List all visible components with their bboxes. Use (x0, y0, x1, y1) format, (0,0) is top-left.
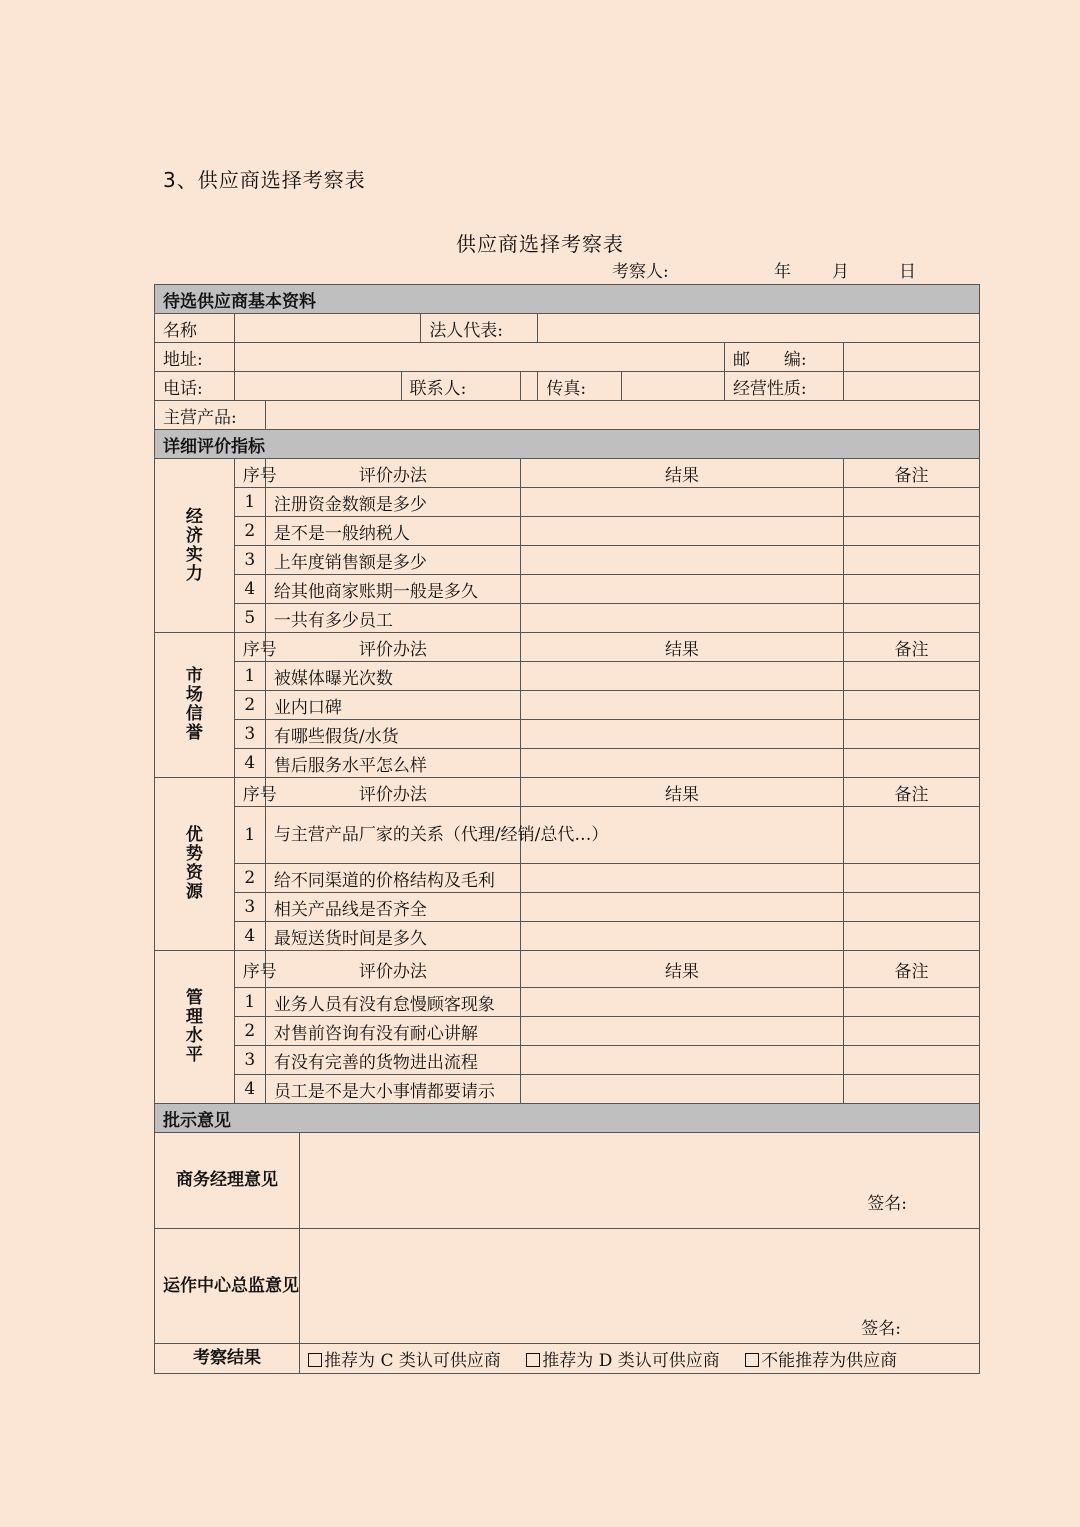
result-cell[interactable] (520, 1046, 843, 1075)
result-cell[interactable] (520, 720, 843, 749)
col-method: 评价办法 (265, 951, 520, 988)
col-no: 序号 (234, 778, 265, 807)
remark-cell[interactable] (844, 575, 980, 604)
row-no: 2 (234, 517, 265, 546)
business-manager-opinion-cell[interactable] (300, 1133, 980, 1229)
col-no: 序号 (234, 633, 265, 662)
option-c-class[interactable]: 推荐为 C 类认可供应商 (308, 1351, 501, 1371)
remark-cell[interactable] (844, 1017, 980, 1046)
col-no: 序号 (234, 951, 265, 988)
category-management: 管理水平 (155, 951, 235, 1104)
detail-band: 详细评价指标 (155, 430, 980, 459)
result-cell[interactable] (520, 893, 843, 922)
col-method: 评价办法 (265, 633, 520, 662)
row-no: 1 (234, 488, 265, 517)
row-no: 4 (234, 575, 265, 604)
row-method: 最短送货时间是多久 (265, 922, 520, 951)
row-method: 有没有完善的货物进出流程 (265, 1046, 520, 1075)
result-cell[interactable] (520, 517, 843, 546)
phone-input-cell[interactable] (234, 372, 401, 401)
row-method: 与主营产品厂家的关系（代理/经销/总代…） (265, 807, 520, 864)
row-method: 业务人员有没有怠慢顾客现象 (265, 988, 520, 1017)
row-method: 上年度销售额是多少 (265, 546, 520, 575)
contact-input-cell[interactable] (520, 372, 538, 401)
row-method: 被媒体曝光次数 (265, 662, 520, 691)
phone-label: 电话: (155, 372, 235, 401)
row-no: 3 (234, 1046, 265, 1075)
address-label: 地址: (155, 343, 235, 372)
row-method: 注册资金数额是多少 (265, 488, 520, 517)
row-method: 给不同渠道的价格结构及毛利 (265, 864, 520, 893)
option-not-recommended[interactable]: 不能推荐为供应商 (745, 1351, 897, 1371)
remark-cell[interactable] (844, 604, 980, 633)
col-remark: 备注 (844, 778, 980, 807)
remark-cell[interactable] (844, 720, 980, 749)
category-economic: 经济实力 (155, 459, 235, 633)
form-title: 供应商选择考察表 (456, 232, 624, 256)
row-no: 4 (234, 749, 265, 778)
row-no: 2 (234, 691, 265, 720)
col-result: 结果 (520, 951, 843, 988)
remark-cell[interactable] (844, 893, 980, 922)
result-cell[interactable] (520, 1017, 843, 1046)
business-manager-label: 商务经理意见 (155, 1133, 300, 1229)
checkbox-icon[interactable] (745, 1353, 759, 1367)
remark-cell[interactable] (844, 546, 980, 575)
remark-cell[interactable] (844, 864, 980, 893)
row-no: 2 (234, 864, 265, 893)
row-method: 业内口碑 (265, 691, 520, 720)
remark-cell[interactable] (844, 1075, 980, 1104)
row-no: 3 (234, 546, 265, 575)
result-cell[interactable] (520, 488, 843, 517)
legal-rep-input-cell[interactable] (538, 314, 980, 343)
business-nature-label: 经营性质: (724, 372, 843, 401)
name-label: 名称 (155, 314, 235, 343)
row-method: 员工是不是大小事情都要请示 (265, 1075, 520, 1104)
row-no: 3 (234, 893, 265, 922)
remark-cell[interactable] (844, 807, 980, 864)
result-cell[interactable] (520, 749, 843, 778)
col-result: 结果 (520, 459, 843, 488)
col-method: 评价办法 (265, 459, 520, 488)
year-label: 年 (774, 262, 791, 282)
option-d-class[interactable]: 推荐为 D 类认可供应商 (526, 1351, 719, 1371)
business-nature-input-cell[interactable] (844, 372, 980, 401)
remark-cell[interactable] (844, 662, 980, 691)
col-no: 序号 (234, 459, 265, 488)
result-label: 考察结果 (155, 1344, 300, 1374)
result-cell[interactable] (520, 662, 843, 691)
row-method: 有哪些假货/水货 (265, 720, 520, 749)
result-cell[interactable] (520, 546, 843, 575)
result-options (300, 1344, 980, 1374)
row-no: 2 (234, 1017, 265, 1046)
row-method: 相关产品线是否齐全 (265, 893, 520, 922)
col-method: 评价办法 (265, 778, 520, 807)
row-no: 3 (234, 720, 265, 749)
page-heading: 3、供应商选择考察表 (163, 168, 366, 192)
checkbox-icon[interactable] (526, 1353, 540, 1367)
category-reputation: 市场信誉 (155, 633, 235, 778)
col-result: 结果 (520, 778, 843, 807)
row-method: 对售前咨询有没有耐心讲解 (265, 1017, 520, 1046)
row-no: 4 (234, 922, 265, 951)
signature-label: 签名: (861, 1319, 901, 1339)
name-input-cell[interactable] (234, 314, 421, 343)
row-no: 4 (234, 1075, 265, 1104)
row-no: 5 (234, 604, 265, 633)
contact-label: 联系人: (401, 372, 520, 401)
category-advantage: 优势资源 (155, 778, 235, 951)
fax-label: 传真: (538, 372, 622, 401)
remark-cell[interactable] (844, 749, 980, 778)
row-method: 给其他商家账期一般是多久 (265, 575, 520, 604)
col-result: 结果 (520, 633, 843, 662)
main-products-input-cell[interactable] (265, 401, 979, 430)
month-label: 月 (832, 262, 849, 282)
ops-director-opinion-cell[interactable] (300, 1229, 980, 1344)
checkbox-icon[interactable] (308, 1353, 322, 1367)
address-input-cell[interactable] (234, 343, 724, 372)
result-cell[interactable] (520, 604, 843, 633)
ops-director-label: 运作中心总监意见 (155, 1229, 300, 1344)
row-method: 是不是一般纳税人 (265, 517, 520, 546)
inspector-label: 考察人: (612, 262, 669, 282)
result-cell[interactable] (520, 988, 843, 1017)
day-label: 日 (899, 262, 916, 282)
row-method: 一共有多少员工 (265, 604, 520, 633)
result-cell[interactable] (520, 691, 843, 720)
fax-input-cell[interactable] (622, 372, 725, 401)
remark-cell[interactable] (844, 691, 980, 720)
main-products-label: 主营产品: (155, 401, 266, 430)
remark-cell[interactable] (844, 488, 980, 517)
result-cell[interactable] (520, 922, 843, 951)
row-method: 售后服务水平怎么样 (265, 749, 520, 778)
postcode-label: 邮 编: (724, 343, 843, 372)
postcode-input-cell[interactable] (844, 343, 980, 372)
row-no: 1 (234, 807, 265, 864)
result-cell[interactable] (520, 575, 843, 604)
row-no: 1 (234, 662, 265, 691)
result-cell[interactable] (520, 864, 843, 893)
basic-info-band: 待选供应商基本资料 (155, 285, 980, 314)
col-remark: 备注 (844, 951, 980, 988)
legal-rep-label: 法人代表: (421, 314, 538, 343)
remark-cell[interactable] (844, 517, 980, 546)
col-remark: 备注 (844, 459, 980, 488)
result-cell[interactable] (520, 1075, 843, 1104)
remark-cell[interactable] (844, 922, 980, 951)
remark-cell[interactable] (844, 988, 980, 1017)
approval-band: 批示意见 (155, 1104, 980, 1133)
supplier-inspection-table (154, 284, 980, 1374)
col-remark: 备注 (844, 633, 980, 662)
signature-label: 签名: (867, 1194, 907, 1214)
remark-cell[interactable] (844, 1046, 980, 1075)
row-no: 1 (234, 988, 265, 1017)
